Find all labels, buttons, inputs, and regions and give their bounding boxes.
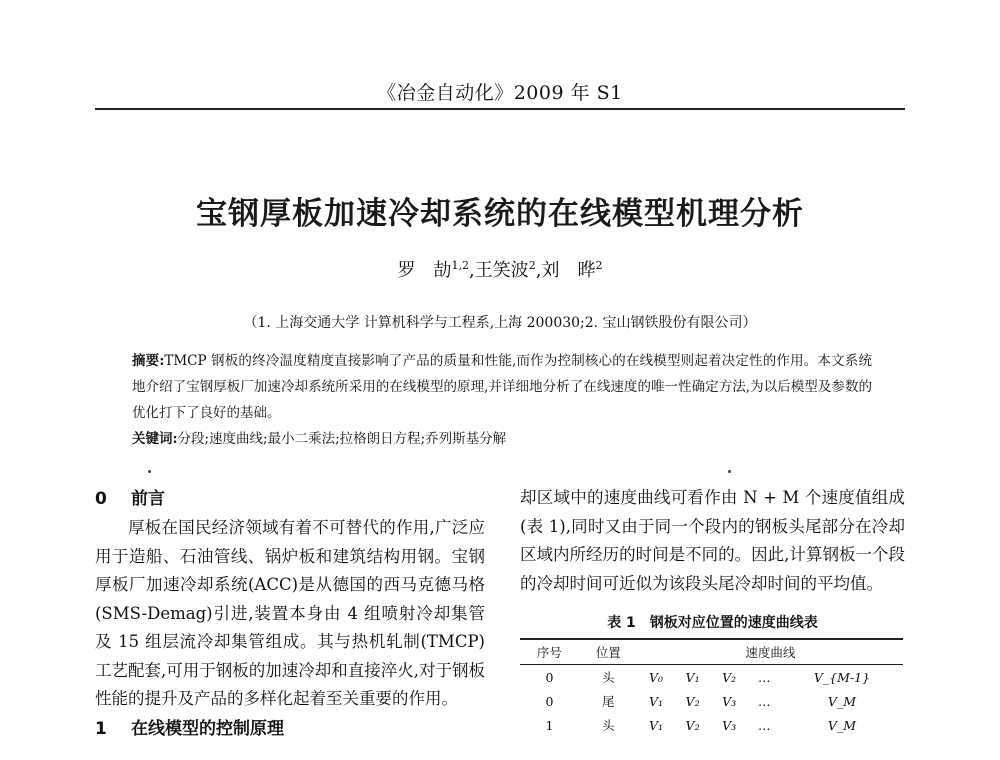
author-name: 王笑波 [474, 260, 529, 281]
abstract-text: TMCP 钢板的终冷温度精度直接影响了产品的质量和性能,而作为控制核心的在线模型则起着决定性的作用。本文系统地介绍了宝钢厚板厂加速冷却系统所采用的在线模型的原理,并详细地分析了在线速度的唯一性确定方法,为以后模型及参数的优化打下了良好的基础。 [132, 353, 872, 421]
author-separator: , [469, 260, 475, 281]
affiliations: （1. 上海交通大学 计算机科学与工程系,上海 200030;2. 宝山钢铁股份有限公司） [243, 315, 757, 331]
section-heading [95, 484, 485, 514]
section-number: 1 [95, 718, 107, 739]
table-cell: V₀ [648, 669, 663, 685]
table-cell: … [757, 693, 771, 709]
table-cell: … [757, 717, 771, 733]
table-cell: 头 [602, 670, 615, 685]
section-number: 0 [95, 489, 107, 509]
table-cell: V_{M-1} [813, 669, 871, 685]
table-cell: … [757, 669, 771, 685]
table-cell: V₃ [722, 693, 737, 709]
author-affiliation-mark: 2 [528, 259, 536, 272]
table-header-cell: 速度曲线 [638, 639, 903, 665]
table-cell: 头 [602, 718, 615, 733]
table-row [520, 713, 903, 737]
table-cell: V_M [827, 693, 856, 709]
author-separator: , [535, 260, 542, 281]
table-cell: 0 [545, 693, 554, 709]
table-cell: 0 [545, 669, 554, 685]
paper-title: 宝钢厚板加速冷却系统的在线模型机理分析 [196, 196, 804, 232]
table-header-row [520, 639, 903, 665]
table-header-cell: 位置 [579, 639, 638, 665]
table-cell: V₂ [722, 669, 737, 685]
table-cell: V₂ [685, 693, 700, 709]
section-title: 前言 [131, 489, 165, 509]
table-cell: V₁ [648, 717, 663, 733]
author-name: 刘 晔 [541, 260, 596, 281]
keywords [132, 426, 872, 452]
table-cell: 尾 [602, 694, 615, 709]
keywords-label: 关键词: [132, 431, 178, 447]
table-cell: V_M [827, 717, 856, 733]
table-cell: V₁ [685, 669, 700, 685]
table-caption: 表 1 钢板对应位置的速度曲线表 [607, 615, 818, 631]
table-cell: V₃ [722, 717, 737, 733]
scan-speck [148, 470, 151, 473]
table-cell: 1 [545, 717, 554, 733]
abstract-label: 摘要: [132, 353, 165, 369]
author-name: 罗 劼 [397, 260, 452, 281]
author-affiliation-mark: 2 [595, 259, 603, 272]
table-row [520, 689, 903, 713]
table-header-cell: 序号 [520, 639, 579, 665]
left-column [95, 484, 485, 744]
table-cell: V₁ [648, 693, 663, 709]
section-paragraph: 厚板在国民经济领域有着不可替代的作用,广泛应用于造船、石油管线、锅炉板和建筑结构用钢。宝钢厚板厂加速冷却系统(ACC)是从德国的西马克德马格(SMS-Demag)引进,装置本身由 4 组喷射冷却集管及 15 组层流冷却集管组成。其与热机轧制(TMCP)工艺配套,可用于钢板的加速冷却和直接淬火,对于钢板性能的提升及产品的多样化起着至关重要的作用。 [95, 518, 485, 708]
scan-speck [728, 470, 731, 473]
author-list [95, 256, 905, 282]
section-title: 在线模型的控制原理 [131, 718, 284, 739]
table-row [520, 665, 903, 690]
abstract [132, 348, 872, 426]
section-heading [95, 714, 485, 744]
author-affiliation-mark: 1,2 [451, 259, 470, 272]
table-cell: V₂ [685, 717, 700, 733]
keywords-text: 分段;速度曲线;最小二乘法;拉格朗日方程;乔列斯基分解 [177, 431, 507, 447]
right-column [520, 484, 905, 737]
speed-curve-table [520, 638, 903, 737]
continued-paragraph: 却区域中的速度曲线可看作由 N + M 个速度值组成(表 1),同时又由于同一个段内的钢板头尾部分在冷却区域内所经历的时间是不同的。因此,计算钢板一个段的冷却时间可近似为该段头尾冷却时间的平均值。 [520, 488, 905, 593]
header-rule [95, 108, 905, 110]
journal-header: 《冶金自动化》2009 年 S1 [377, 82, 623, 104]
